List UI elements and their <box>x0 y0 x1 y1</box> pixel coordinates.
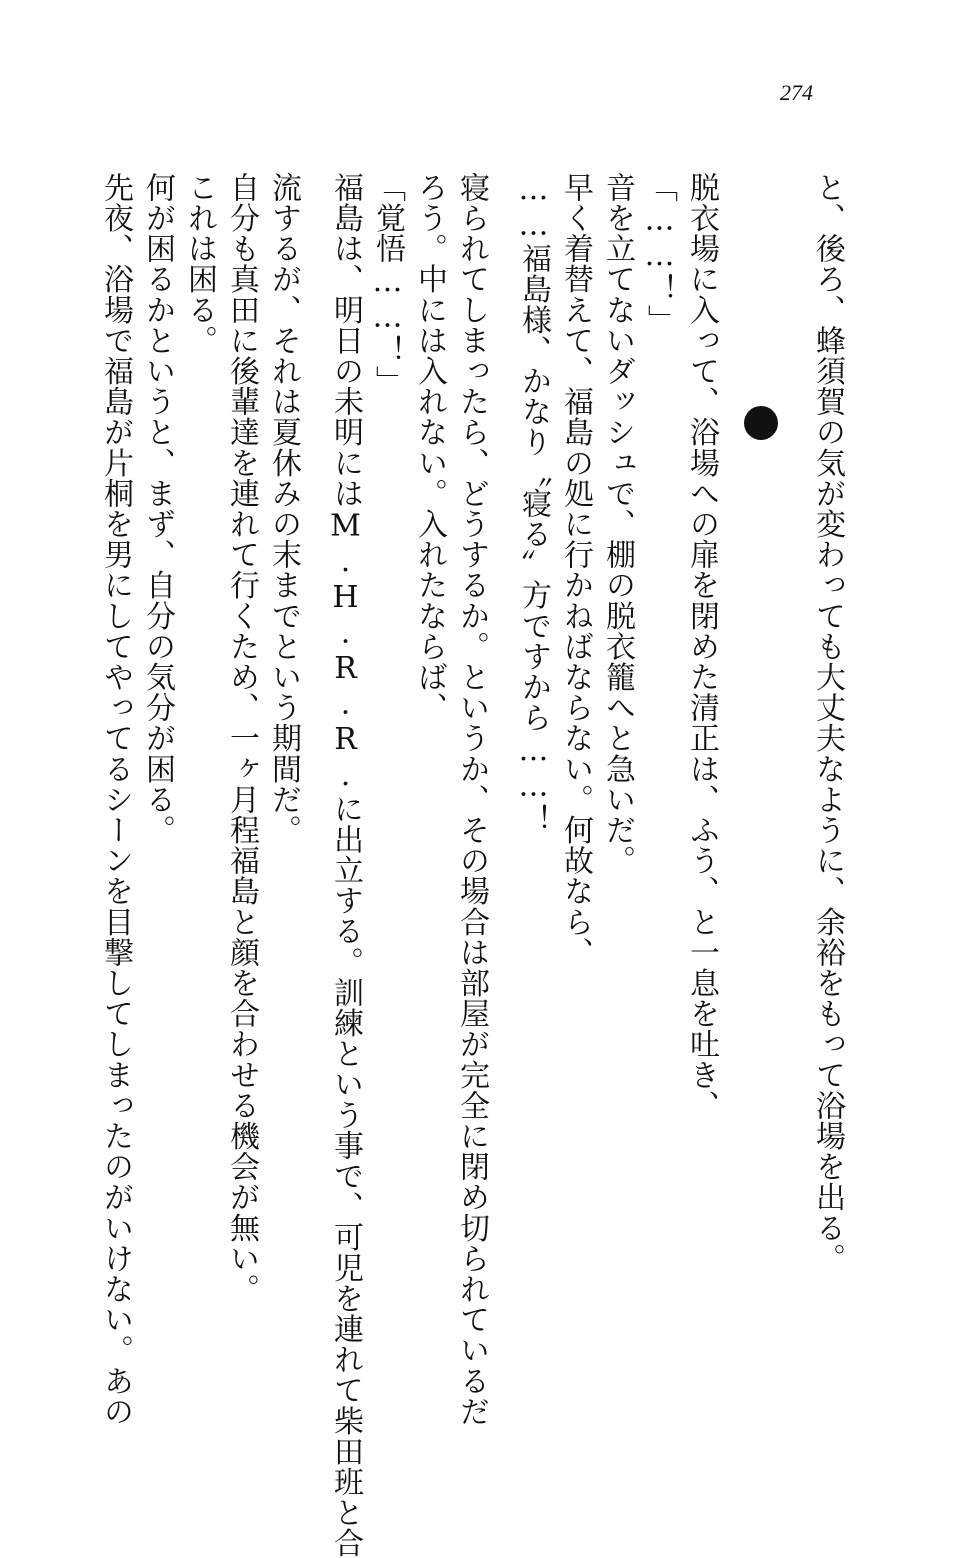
text-line-5: 早く着替えて、福島の処に行かねばならない。何故なら、 <box>558 172 593 968</box>
text-line-13: これは困る。 <box>182 172 217 356</box>
page-number: 274 <box>780 80 813 105</box>
text-line-14: 何が困るかというと、まず、自分の気分が困る。 <box>140 172 175 846</box>
text-line-9: 「覚悟……！」 <box>370 172 405 397</box>
text-line-10: 福島は、明日の未明にはM.H.R.R.に出立する。訓練という事で、可児を連れて柴田班と合 <box>328 172 363 1558</box>
text-line-15: 先夜、浴場で福島が片桐を男にしてやってるシーンを目撃してしまったのがいけない。あの <box>98 172 133 1427</box>
text-line-6: ……福島様、かなり〝寝る〟方ですから……！ <box>516 172 551 835</box>
text-line-3: 「……！」 <box>642 172 677 335</box>
text-line-11: 流するが、それは夏休みの末までという期間だ。 <box>266 172 301 846</box>
text-line-2: 脱衣場に入って、浴場への扉を閉めた清正は、ふう、と一息を吐き、 <box>684 172 719 1121</box>
text-line-1: と、後ろ、蜂須賀の気が変わっても大丈夫なように、余裕をもって浴場を出る。 <box>810 172 845 1274</box>
text-line-7: 寝られてしまったら、どうするか。というか、その場合は部屋が完全に閉め切られているだ <box>454 172 489 1427</box>
text-line-8: ろう。中には入れない。入れたならば、 <box>412 172 447 723</box>
text-line-12: 自分も真田に後輩達を連れて行くため、一ヶ月程福島と顔を合わせる機会が無い。 <box>224 172 259 1305</box>
scene-break-dot <box>744 406 778 440</box>
text-line-4: 音を立てないダッシュで、棚の脱衣籠へと急いだ。 <box>600 172 635 876</box>
